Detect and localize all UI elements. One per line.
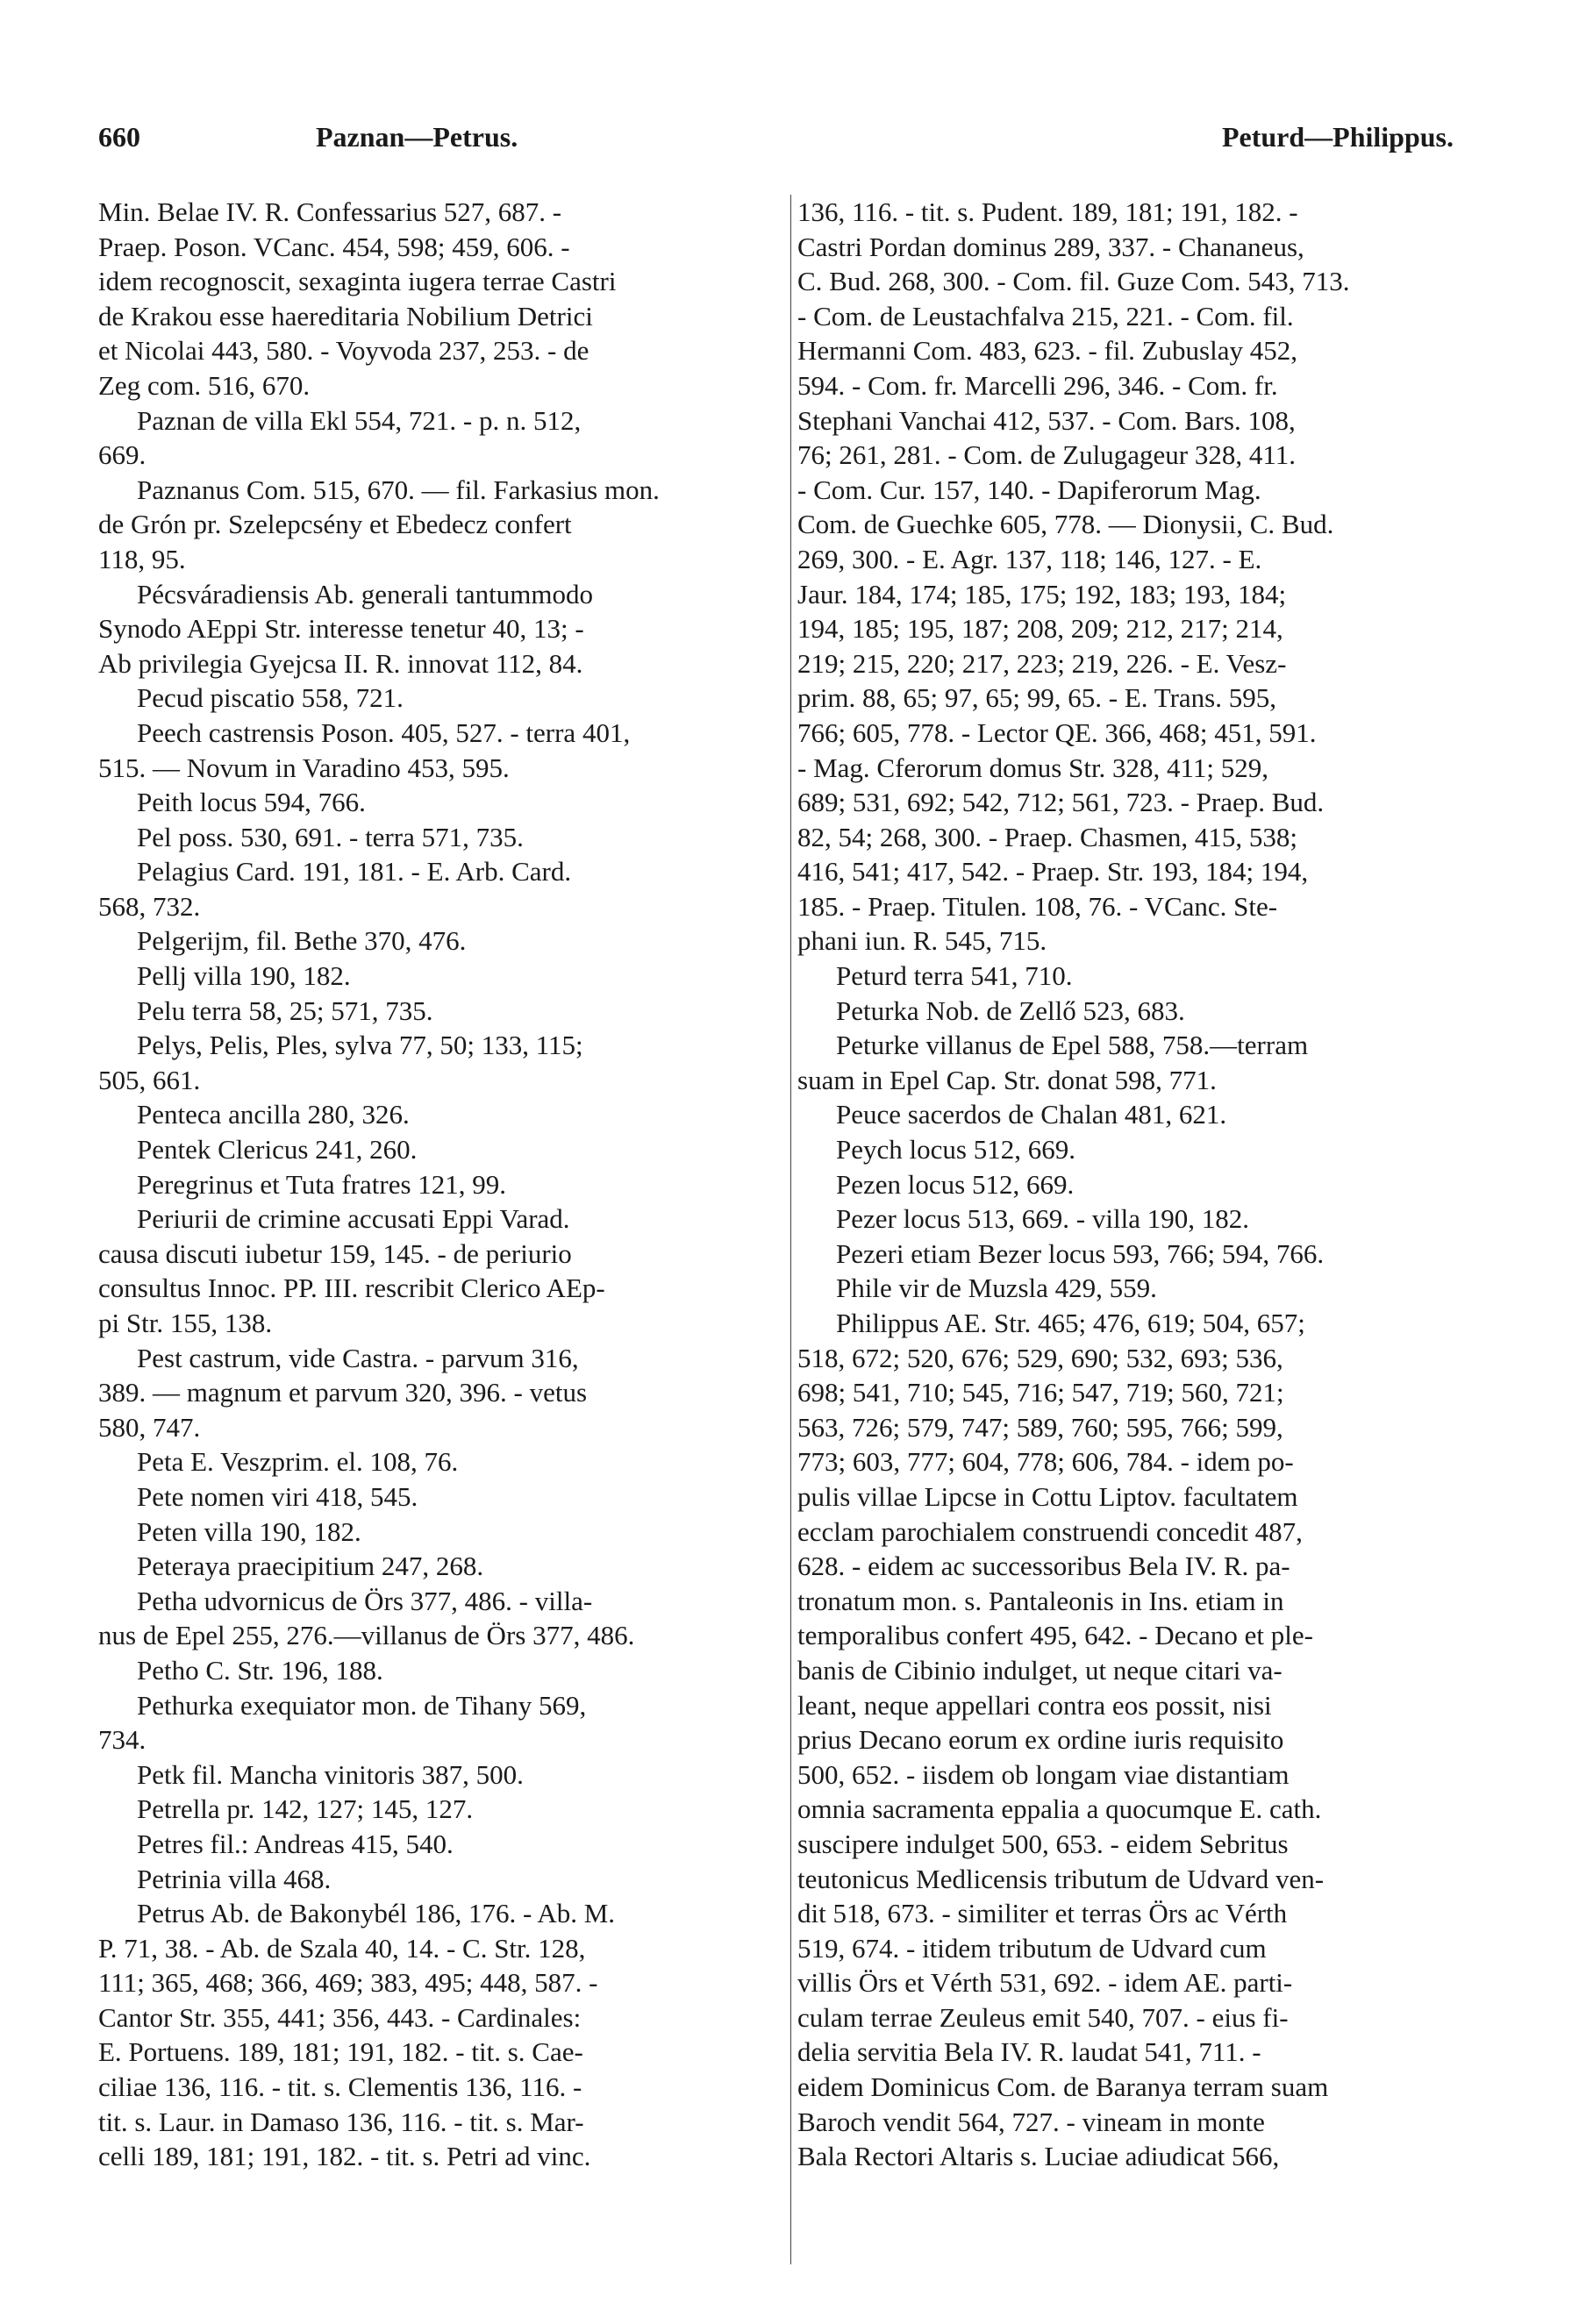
index-line: de Krakou esse haereditaria Nobilium Detrici (98, 300, 593, 331)
index-line: 515. — Novum in Varadino 453, 595. (98, 752, 510, 783)
index-line: Zeg com. 516, 670. (98, 369, 311, 401)
index-line: - Mag. Cferorum domus Str. 328, 411; 529, (797, 752, 1269, 783)
index-line: Petha udvornicus de Örs 377, 486. - villa- (137, 1585, 593, 1616)
index-line: nus de Epel 255, 276.—villanus de Örs 377, 486. (98, 1620, 635, 1651)
index-line: 118, 95. (98, 543, 186, 574)
index-line: delia servitia Bela IV. R. laudat 541, 711. - (797, 2036, 1261, 2068)
index-line: Cantor Str. 355, 441; 356, 443. - Cardinales: (98, 2001, 582, 2033)
index-line: 580, 747. (98, 1411, 201, 1443)
index-line: 185. - Praep. Titulen. 108, 76. - VCanc. Ste- (797, 890, 1278, 922)
index-line: idem recognoscit, sexaginta iugera terrae Castri (98, 266, 617, 297)
index-line: Petres fil.: Andreas 415, 540. (137, 1828, 454, 1859)
index-line: Com. de Guechke 605, 778. — Dionysii, C. Bud. (797, 509, 1334, 540)
index-line: Peech castrensis Poson. 405, 527. - terra 401, (137, 716, 631, 748)
index-line: Pentek Clericus 241, 260. (137, 1134, 418, 1166)
index-line: Jaur. 184, 174; 185, 175; 192, 183; 193, 184; (797, 578, 1287, 610)
index-line: 82, 54; 268, 300. - Praep. Chasmen, 415, 538; (797, 821, 1298, 852)
index-line: 505, 661. (98, 1064, 201, 1095)
index-line: 500, 652. - iisdem ob longam viae distantiam (797, 1758, 1290, 1790)
index-line: Phile vir de Muzsla 429, 559. (836, 1272, 1157, 1304)
index-line: Peta E. Veszprim. el. 108, 76. (137, 1446, 459, 1478)
index-line: causa discuti iubetur 159, 145. - de periurio (98, 1237, 572, 1269)
index-line: Pellj villa 190, 182. (137, 960, 351, 992)
index-line: Paznanus Com. 515, 670. — fil. Farkasius mon. (137, 474, 660, 505)
index-line: Castri Pordan dominus 289, 337. - Chananeus, (797, 231, 1304, 262)
index-line: Min. Belae IV. R. Confessarius 527, 687. - (98, 196, 562, 227)
index-line: eidem Dominicus Com. de Baranya terram suam (797, 2071, 1329, 2103)
index-line: culam terrae Zeuleus emit 540, 707. - eius fi- (797, 2001, 1289, 2033)
index-line: 219; 215, 220; 217, 223; 219, 226. - E. Vesz- (797, 647, 1287, 679)
index-line: 269, 300. - E. Agr. 137, 118; 146, 127. - E. (797, 543, 1262, 574)
index-line: pulis villae Lipcse in Cottu Liptov. facultatem (797, 1480, 1298, 1512)
index-line: Peturke villanus de Epel 588, 758.—terram (836, 1030, 1309, 1061)
index-line: Hermanni Com. 483, 623. - fil. Zubuslay 452, (797, 335, 1297, 367)
index-line: Pécsváradiensis Ab. generali tantummodo (137, 578, 593, 610)
index-line: et Nicolai 443, 580. - Voyvoda 237, 253. - de (98, 335, 589, 367)
index-line: Penteca ancilla 280, 326. (137, 1099, 410, 1130)
index-line: tronatum mon. s. Pantaleonis in Ins. etiam in (797, 1585, 1284, 1616)
index-line: 568, 732. (98, 890, 201, 922)
index-line: Baroch vendit 564, 727. - vineam in monte (797, 2106, 1265, 2137)
index-line: Pest castrum, vide Castra. - parvum 316, (137, 1342, 579, 1373)
index-line: Philippus AE. Str. 465; 476, 619; 504, 657; (836, 1308, 1305, 1338)
index-line: Pecud piscatio 558, 721. (137, 682, 404, 714)
index-line: Petrella pr. 142, 127; 145, 127. (137, 1793, 474, 1825)
index-line: pi Str. 155, 138. (98, 1308, 273, 1338)
index-line: Pelgerijm, fil. Bethe 370, 476. (137, 925, 467, 957)
index-line: prius Decano eorum ex ordine iuris requisito (797, 1724, 1284, 1756)
index-line: villis Örs et Vérth 531, 692. - idem AE. parti- (797, 1967, 1293, 1999)
index-line: teutonicus Medlicensis tributum de Udvard ven- (797, 1863, 1325, 1894)
index-line: consultus Innoc. PP. III. rescribit Clerico AEp- (98, 1272, 605, 1304)
index-line: ecclam parochialem construendi concedit 487, (797, 1515, 1303, 1547)
index-line: Periurii de crimine accusati Eppi Varad. (137, 1203, 570, 1235)
index-line: phani iun. R. 545, 715. (797, 925, 1047, 957)
index-line: celli 189, 181; 191, 182. - tit. s. Petri ad vinc. (98, 2141, 591, 2172)
index-line: Peych locus 512, 669. (836, 1134, 1075, 1166)
index-line: Pel poss. 530, 691. - terra 571, 735. (137, 821, 524, 852)
index-line: Peturka Nob. de Zellő 523, 683. (836, 994, 1185, 1026)
index-line: banis de Cibinio indulget, ut neque citari va- (797, 1654, 1282, 1686)
index-line: 773; 603, 777; 604, 778; 606, 784. - idem po- (797, 1446, 1294, 1478)
column-divider (790, 195, 791, 2264)
index-line: 136, 116. - tit. s. Pudent. 189, 181; 191, 182. - (797, 196, 1298, 227)
index-line: prim. 88, 65; 97, 65; 99, 65. - E. Trans. 595, (797, 682, 1276, 714)
index-line: Petrinia villa 468. (137, 1863, 332, 1894)
index-line: suam in Epel Cap. Str. donat 598, 771. (797, 1064, 1217, 1095)
index-line: Peuce sacerdos de Chalan 481, 621. (836, 1099, 1227, 1130)
index-line: 111; 365, 468; 366, 469; 383, 495; 448, 587. - (98, 1967, 598, 1999)
index-line: Bala Rectori Altaris s. Luciae adiudicat 566, (797, 2141, 1280, 2172)
index-line: omnia sacramenta eppalia a quocumque E. cath. (797, 1793, 1322, 1825)
right-column (797, 195, 1447, 2174)
page-number: 660 (98, 121, 140, 153)
index-line: Stephani Vanchai 412, 537. - Com. Bars. 108, (797, 404, 1296, 436)
running-header (98, 121, 1454, 165)
index-line: Paznan de villa Ekl 554, 721. - p. n. 512, (137, 404, 582, 436)
index-line: ciliae 136, 116. - tit. s. Clementis 136, 116. - (98, 2071, 582, 2103)
index-line: Praep. Poson. VCanc. 454, 598; 459, 606. - (98, 231, 570, 262)
index-line: 519, 674. - itidem tributum de Udvard cum (797, 1932, 1267, 1964)
index-line: P. 71, 38. - Ab. de Szala 40, 14. - C. Str. 128, (98, 1932, 586, 1964)
index-line: Pezen locus 512, 669. (836, 1168, 1075, 1200)
index-line: de Grón pr. Szelepcsény et Ebedecz confert (98, 509, 572, 540)
index-line: Pezer locus 513, 669. - villa 190, 182. (836, 1203, 1249, 1235)
index-line: C. Bud. 268, 300. - Com. fil. Guze Com. 543, 713. (797, 266, 1350, 297)
index-line: Pelys, Pelis, Ples, sylva 77, 50; 133, 115; (137, 1030, 583, 1061)
index-line: Pelagius Card. 191, 181. - E. Arb. Card. (137, 856, 572, 888)
index-line: Pethurka exequiator mon. de Tihany 569, (137, 1689, 587, 1721)
index-line: Peith locus 594, 766. (137, 787, 366, 818)
index-line: Pelu terra 58, 25; 571, 735. (137, 994, 433, 1026)
index-line: Peten villa 190, 182. (137, 1515, 361, 1547)
index-line: 669. (98, 439, 146, 471)
index-line: - Com. de Leustachfalva 215, 221. - Com. fil. (797, 300, 1294, 331)
index-line: temporalibus confert 495, 642. - Decano et ple- (797, 1620, 1313, 1651)
index-line: 698; 541, 710; 545, 716; 547, 719; 560, 721; (797, 1377, 1284, 1408)
index-line: Peturd terra 541, 710. (836, 960, 1073, 992)
right-running-title: Peturd—Philippus. (1221, 121, 1454, 153)
index-line: 594. - Com. fr. Marcelli 296, 346. - Com. fr. (797, 369, 1278, 401)
index-line: Petk fil. Mancha vinitoris 387, 500. (137, 1758, 524, 1790)
index-line: 766; 605, 778. - Lector QE. 366, 468; 451, 591. (797, 716, 1317, 748)
index-line: - Com. Cur. 157, 140. - Dapiferorum Mag. (797, 474, 1261, 505)
index-line: 628. - eidem ac successoribus Bela IV. R. pa- (797, 1551, 1290, 1582)
index-line: Pezeri etiam Bezer locus 593, 766; 594, 766. (836, 1237, 1325, 1269)
index-line: 389. — magnum et parvum 320, 396. - vetus (98, 1377, 588, 1408)
index-line: leant, neque appellari contra eos possit, nisi (797, 1689, 1272, 1721)
index-line: suscipere indulget 500, 653. - eidem Sebritus (797, 1828, 1289, 1859)
index-line: Pete nomen viri 418, 545. (137, 1480, 418, 1512)
index-line: tit. s. Laur. in Damaso 136, 116. - tit. s. Mar- (98, 2106, 584, 2137)
index-line: 416, 541; 417, 542. - Praep. Str. 193, 184; 194, (797, 856, 1309, 888)
index-line: Petho C. Str. 196, 188. (137, 1654, 383, 1686)
index-line: 518, 672; 520, 676; 529, 690; 532, 693; 536, (797, 1342, 1283, 1373)
index-line: Petrus Ab. de Bakonybél 186, 176. - Ab. M. (137, 1898, 616, 1929)
index-line: Ab privilegia Gyejcsa II. R. innovat 112, 84. (98, 647, 583, 679)
index-line: 76; 261, 281. - Com. de Zulugageur 328, 411. (797, 439, 1296, 471)
index-line: 563, 726; 579, 747; 589, 760; 595, 766; 599, (797, 1411, 1283, 1443)
index-line: 689; 531, 692; 542, 712; 561, 723. - Praep. Bud. (797, 787, 1325, 818)
index-line: Peteraya praecipitium 247, 268. (137, 1551, 484, 1582)
index-line: dit 518, 673. - similiter et terras Örs ac Vérth (797, 1898, 1288, 1929)
index-line: Peregrinus et Tuta fratres 121, 99. (137, 1168, 507, 1200)
index-line: 734. (98, 1724, 146, 1756)
index-line: 194, 185; 195, 187; 208, 209; 212, 217; 214, (797, 613, 1283, 645)
left-running-title: Paznan—Petrus. (316, 121, 518, 153)
index-line: Synodo AEppi Str. interesse tenetur 40, 13; - (98, 613, 584, 645)
index-line: E. Portuens. 189, 181; 191, 182. - tit. s. Cae- (98, 2036, 583, 2068)
left-column (98, 195, 782, 2174)
